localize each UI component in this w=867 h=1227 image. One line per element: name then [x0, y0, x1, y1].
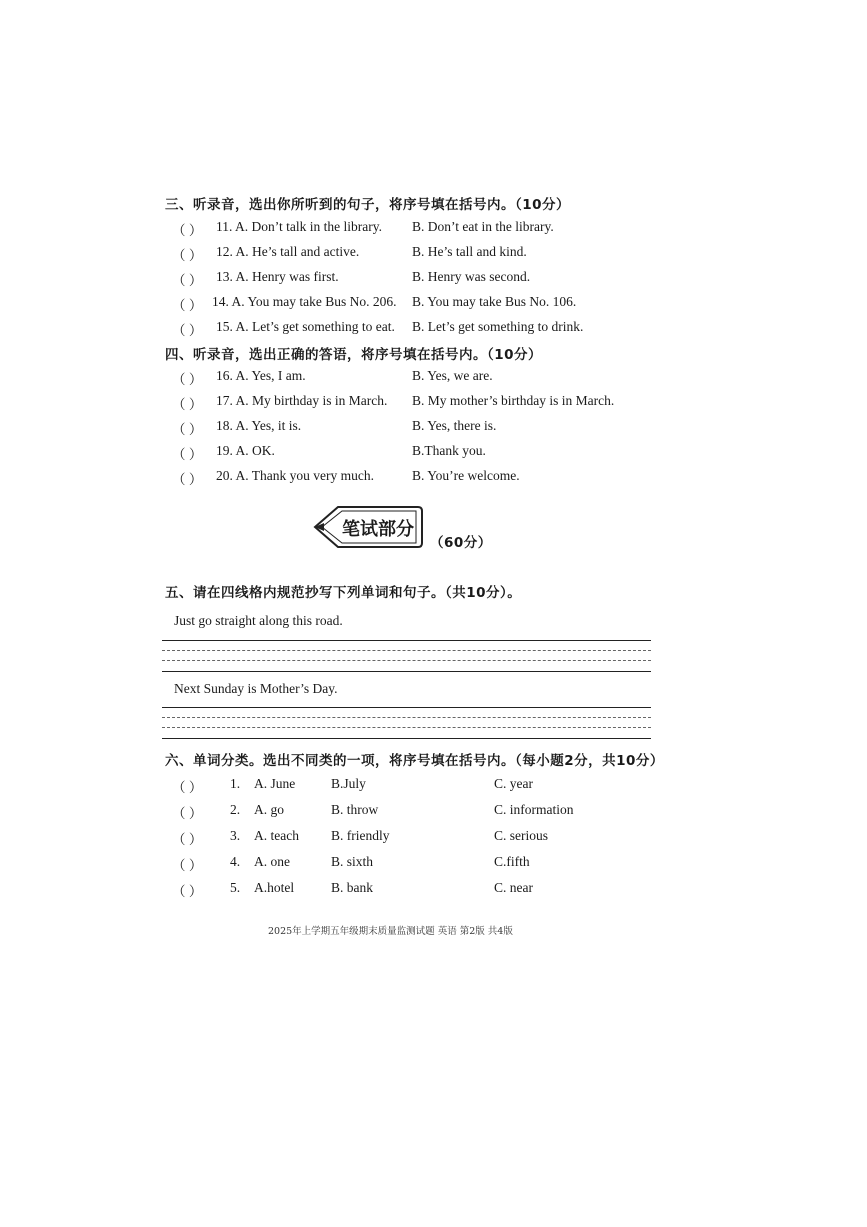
- list-item: [172, 244, 202, 264]
- list-item: [172, 219, 202, 239]
- answer-paren[interactable]: （ ）: [172, 447, 203, 462]
- option-b: B. friendly: [331, 828, 390, 843]
- written-part-label: 笔试部分: [342, 519, 414, 540]
- list-item: [172, 319, 202, 339]
- option-b: B. bank: [331, 880, 373, 895]
- answer-paren[interactable]: （ ）: [172, 298, 203, 313]
- list-item: [172, 828, 202, 848]
- option-b: B. throw: [331, 802, 379, 817]
- section-4-title: 四、听录音，选出正确的答语，将序号填在括号内。（10分）: [165, 347, 543, 363]
- answer-paren[interactable]: （ ）: [172, 372, 203, 387]
- answer-paren[interactable]: （ ）: [172, 472, 203, 487]
- option-a: A. one: [254, 854, 290, 869]
- list-item: [172, 393, 202, 413]
- question-b: B. You’re welcome.: [412, 468, 520, 483]
- question-b: B. He’s tall and kind.: [412, 244, 527, 259]
- question-a: 16. A. Yes, I am.: [216, 368, 306, 383]
- option-a: A. teach: [254, 828, 299, 843]
- question-b: B. Don’t eat in the library.: [412, 219, 554, 234]
- question-a: 17. A. My birthday is in March.: [216, 393, 388, 408]
- four-line-line: [162, 660, 651, 661]
- section-5-title: 五、请在四线格内规范抄写下列单词和句子。（共10分）。: [165, 585, 522, 601]
- list-item: [172, 443, 202, 463]
- list-item: [172, 468, 202, 488]
- option-c: C. year: [494, 776, 533, 791]
- list-item: [172, 269, 202, 289]
- item-number: 5.: [230, 880, 241, 895]
- four-line-line: [162, 738, 651, 739]
- answer-paren[interactable]: （ ）: [172, 323, 203, 338]
- answer-paren[interactable]: （ ）: [172, 780, 203, 795]
- answer-paren[interactable]: （ ）: [172, 806, 203, 821]
- option-c: C. near: [494, 880, 533, 895]
- item-number: 4.: [230, 854, 241, 869]
- question-a: 14. A. You may take Bus No. 206.: [212, 294, 397, 309]
- item-number: 2.: [230, 802, 241, 817]
- option-a: A. June: [254, 776, 296, 791]
- question-b: B. Henry was second.: [412, 269, 531, 284]
- list-item: [172, 294, 202, 314]
- four-line-line: [162, 707, 651, 708]
- list-item: [172, 880, 202, 900]
- written-part-score: （60分）: [430, 535, 492, 551]
- answer-paren[interactable]: （ ）: [172, 422, 203, 437]
- section-3-title: 三、听录音，选出你所听到的句子，将序号填在括号内。（10分）: [165, 197, 571, 213]
- answer-paren[interactable]: （ ）: [172, 858, 203, 873]
- list-item: [172, 418, 202, 438]
- answer-paren[interactable]: （ ）: [172, 397, 203, 412]
- item-number: 1.: [230, 776, 241, 791]
- question-a: 18. A. Yes, it is.: [216, 418, 302, 433]
- item-number: 3.: [230, 828, 241, 843]
- list-item: [172, 776, 202, 796]
- list-item: [172, 854, 202, 874]
- question-a: 12. A. He’s tall and active.: [216, 244, 360, 259]
- four-line-line: [162, 727, 651, 728]
- question-b: B. Yes, we are.: [412, 368, 493, 383]
- option-c: C.fifth: [494, 854, 530, 869]
- option-c: C. serious: [494, 828, 548, 843]
- question-a: 11. A. Don’t talk in the library.: [216, 219, 382, 234]
- four-line-line: [162, 671, 651, 672]
- four-line-line: [162, 640, 651, 641]
- question-b: B. Let’s get something to drink.: [412, 319, 584, 334]
- copy-sentence-1: Just go straight along this road.: [174, 613, 343, 628]
- answer-paren[interactable]: （ ）: [172, 884, 203, 899]
- question-b: B. You may take Bus No. 106.: [412, 294, 577, 309]
- list-item: [172, 368, 202, 388]
- four-line-line: [162, 717, 651, 718]
- list-item: [172, 802, 202, 822]
- question-a: 19. A. OK.: [216, 443, 275, 458]
- four-line-line: [162, 650, 651, 651]
- question-b: B.Thank you.: [412, 443, 486, 458]
- copy-sentence-2: Next Sunday is Mother’s Day.: [174, 681, 338, 696]
- option-a: A. go: [254, 802, 284, 817]
- question-a: 13. A. Henry was first.: [216, 269, 339, 284]
- answer-paren[interactable]: （ ）: [172, 832, 203, 847]
- option-c: C. information: [494, 802, 574, 817]
- option-a: A.hotel: [254, 880, 295, 895]
- answer-paren[interactable]: （ ）: [172, 248, 203, 263]
- question-b: B. My mother’s birthday is in March.: [412, 393, 615, 408]
- section-6-title: 六、单词分类。选出不同类的一项，将序号填在括号内。（每小题2分，共10分）: [165, 753, 664, 769]
- question-a: 15. A. Let’s get something to eat.: [216, 319, 395, 334]
- written-part-banner: [312, 503, 424, 549]
- answer-paren[interactable]: （ ）: [172, 273, 203, 288]
- question-a: 20. A. Thank you very much.: [216, 468, 374, 483]
- answer-paren[interactable]: （ ）: [172, 223, 203, 238]
- option-b: B.July: [331, 776, 366, 791]
- page-footer: 2025年上学期五年级期末质量监测试题 英语 第2版 共4版: [268, 926, 513, 937]
- option-b: B. sixth: [331, 854, 374, 869]
- question-b: B. Yes, there is.: [412, 418, 497, 433]
